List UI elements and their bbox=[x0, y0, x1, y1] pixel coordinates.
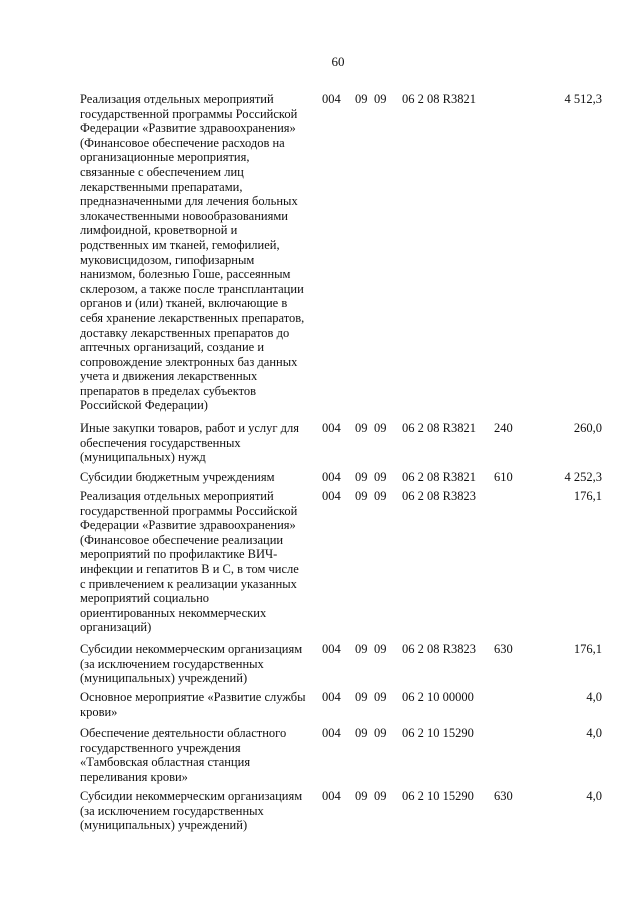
page-number: 60 bbox=[331, 54, 345, 69]
expense-type-code: 630 bbox=[494, 642, 513, 656]
amount: 4,0 bbox=[586, 726, 602, 740]
section-code: 09 bbox=[355, 642, 368, 656]
ministry-code: 004 bbox=[322, 489, 341, 503]
subsection-code: 09 bbox=[374, 726, 387, 740]
section-code: 09 bbox=[355, 489, 368, 503]
amount: 4 252,3 bbox=[564, 470, 602, 484]
row-description: Субсидии некоммерческим организациям (за исключением государственных (муниципальных) учреждений) bbox=[80, 789, 303, 833]
section-code: 09 bbox=[355, 690, 368, 704]
amount: 4,0 bbox=[586, 690, 602, 704]
target-article-code: 06 2 08 R3821 bbox=[402, 92, 476, 106]
ministry-code: 004 bbox=[322, 690, 341, 704]
ministry-code: 004 bbox=[322, 92, 341, 106]
amount: 4,0 bbox=[586, 789, 602, 803]
ministry-code: 004 bbox=[322, 421, 341, 435]
ministry-code: 004 bbox=[322, 789, 341, 803]
subsection-code: 09 bbox=[374, 789, 387, 803]
row-description: Реализация отдельных мероприятий государственной программы Российской Федерации «Развитие здравоохранения» (Финансовое обеспечение расходов на организационные мероприятия, связанные с обеспечением лиц лекарственными препаратами, предназначенными для лечения больных злокачественными новообразованиями лимфоидной, кроветворной и родственных им тканей, гемофилией, муковисцидозом, гипофизарным нанизмом, болезнью Гоше, рассеянным склерозом, а также после трансплантации органов и (или) тканей, включающие в себя хранение лекарственных препаратов, доставку лекарственных препаратов до аптечных организаций, создание и сопровождение электронных баз данных учета и движения лекарственных препаратов в пределах субъектов Российской Федерации) bbox=[80, 92, 305, 413]
subsection-code: 09 bbox=[374, 690, 387, 704]
target-article-code: 06 2 10 00000 bbox=[402, 690, 474, 704]
target-article-code: 06 2 08 R3823 bbox=[402, 489, 476, 503]
row-description: Обеспечение деятельности областного государственного учреждения «Тамбовская областная станция переливания крови» bbox=[80, 726, 287, 784]
row-description: Основное мероприятие «Развитие службы крови» bbox=[80, 690, 306, 719]
subsection-code: 09 bbox=[374, 92, 387, 106]
subsection-code: 09 bbox=[374, 489, 387, 503]
row-description: Субсидии бюджетным учреждениям bbox=[80, 470, 275, 484]
subsection-code: 09 bbox=[374, 470, 387, 484]
subsection-code: 09 bbox=[374, 642, 387, 656]
section-code: 09 bbox=[355, 470, 368, 484]
section-code: 09 bbox=[355, 726, 368, 740]
target-article-code: 06 2 10 15290 bbox=[402, 789, 474, 803]
target-article-code: 06 2 08 R3821 bbox=[402, 421, 476, 435]
ministry-code: 004 bbox=[322, 642, 341, 656]
ministry-code: 004 bbox=[322, 470, 341, 484]
expense-type-code: 240 bbox=[494, 421, 513, 435]
row-description: Иные закупки товаров, работ и услуг для обеспечения государственных (муниципальных) нужд bbox=[80, 421, 300, 465]
amount: 176,1 bbox=[573, 489, 602, 503]
target-article-code: 06 2 08 R3821 bbox=[402, 470, 476, 484]
expense-type-code: 610 bbox=[494, 470, 513, 484]
target-article-code: 06 2 08 R3823 bbox=[402, 642, 476, 656]
amount: 260,0 bbox=[573, 421, 602, 435]
section-code: 09 bbox=[355, 421, 368, 435]
amount: 176,1 bbox=[573, 642, 602, 656]
section-code: 09 bbox=[355, 92, 368, 106]
ministry-code: 004 bbox=[322, 726, 341, 740]
row-description: Субсидии некоммерческим организациям (за исключением государственных (муниципальных) учреждений) bbox=[80, 642, 303, 686]
section-code: 09 bbox=[355, 789, 368, 803]
expense-type-code: 630 bbox=[494, 789, 513, 803]
amount: 4 512,3 bbox=[564, 92, 602, 106]
subsection-code: 09 bbox=[374, 421, 387, 435]
row-description: Реализация отдельных мероприятий государственной программы Российской Федерации «Развитие здравоохранения» (Финансовое обеспечение реализации мероприятий по профилактике ВИЧ- инфекции и гепатитов В и С, в том числе с привлечением к реализации указанных мероприятий социально ориентированных некоммерческих организаций) bbox=[80, 489, 299, 635]
target-article-code: 06 2 10 15290 bbox=[402, 726, 474, 740]
